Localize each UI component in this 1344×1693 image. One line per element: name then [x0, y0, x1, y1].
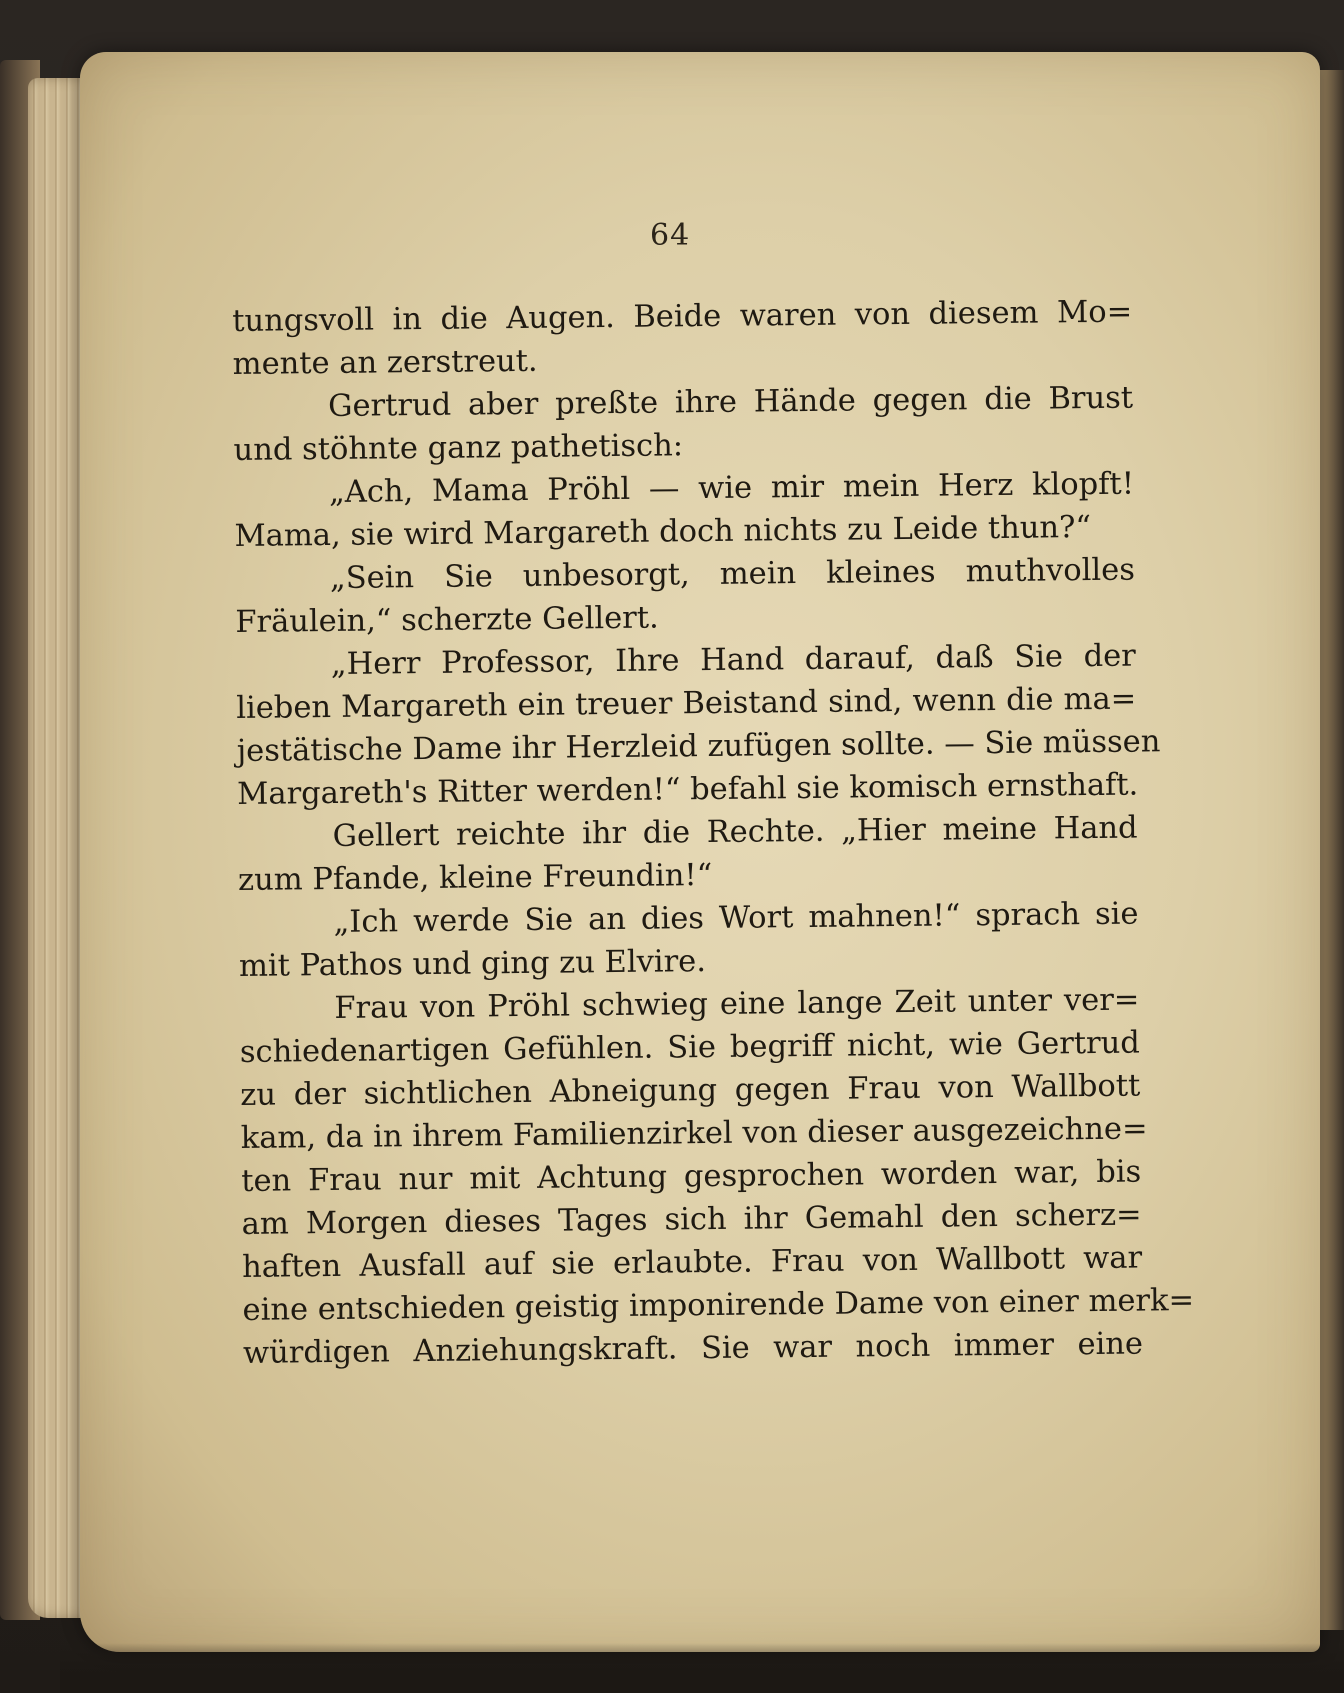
text-line: mit Pathos und ging zu Elvire.	[238, 944, 707, 984]
text-line: Gellert reichte ihr die Rechte. „Hier meine Hand	[332, 810, 1138, 854]
text-line: eine entschieden geistig imponirende Dame von einer merk=	[242, 1282, 1195, 1328]
text-line: Gertrud aber preßte ihre Hände gegen die Brust	[327, 380, 1134, 424]
text-line: Mama, sie wird Margareth doch nichts zu Leide thun?“	[234, 510, 1092, 554]
page-number: 64	[650, 218, 691, 253]
text-line: und stöhnte ganz pathetisch:	[233, 428, 684, 468]
bottom-shadow	[60, 1643, 1344, 1693]
text-line: jestätische Dame ihr Herzleid zufügen sollte. — Sie müssen	[236, 724, 1161, 769]
text-line: würdigen Anziehungskraft. Sie war noch immer eine	[242, 1326, 1144, 1371]
text-line: schiedenartigen Gefühlen. Sie begriff nicht, wie Gertrud	[239, 1025, 1141, 1070]
text-line: „Ich werde Sie an dies Wort mahnen!“ sprach sie	[333, 896, 1139, 940]
text-line: zu der sichtlichen Abneigung gegen Frau von Wallbott	[240, 1068, 1141, 1113]
text-line: am Morgen dieses Tages sich ihr Gemahl den scherz=	[241, 1197, 1142, 1242]
text-line: Frau von Pröhl schwieg eine lange Zeit unter ver=	[334, 982, 1140, 1026]
text-line: tungsvoll in die Augen. Beide waren von diesem Mo=	[232, 294, 1133, 339]
text-line: mente an zerstreut.	[232, 343, 538, 382]
text-line: haften Ausfall auf sie erlaubte. Frau von Wallbott war	[241, 1240, 1143, 1285]
text-line: „Ach, Mama Pröhl — wie mir mein Herz klopft!	[328, 466, 1135, 510]
text-line: Fräulein,“ scherzte Gellert.	[235, 600, 659, 640]
text-line: zum Pfande, kleine Freundin!“	[237, 858, 713, 898]
text-line: ten Frau nur mit Achtung gesprochen worden war, bis	[241, 1154, 1142, 1199]
text-line: Margareth's Ritter werden!“ befahl sie komisch ernsthaft.	[236, 767, 1139, 812]
text-line: „Herr Professor, Ihre Hand darauf, daß Sie der	[330, 638, 1136, 682]
text-line: kam, da in ihrem Familienzirkel von dieser ausgezeichne=	[240, 1111, 1148, 1156]
text-line: lieben Margareth ein treuer Beistand sind, wenn die ma=	[236, 681, 1137, 726]
page-body-text	[232, 291, 1195, 1375]
text-line: „Sein Sie unbesorgt, mein kleines muthvolles	[329, 552, 1136, 596]
